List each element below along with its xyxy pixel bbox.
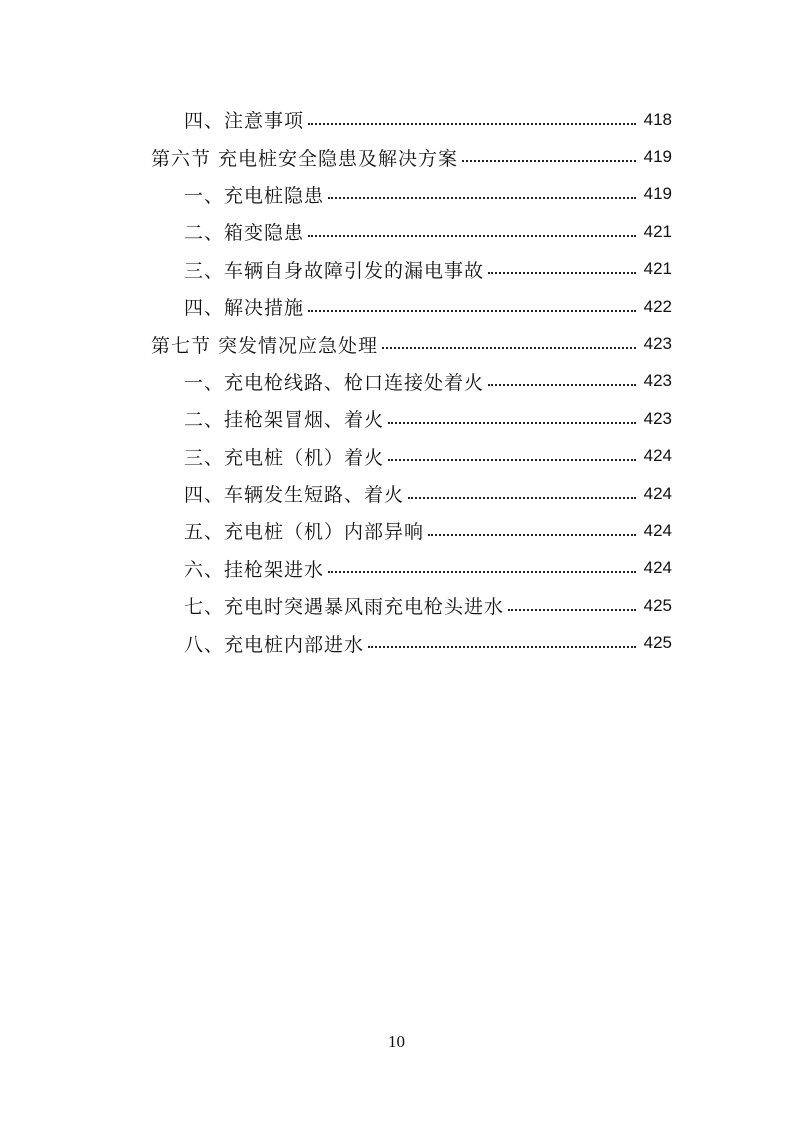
toc-entry[interactable] [0, 400, 793, 437]
dot-leader [488, 384, 636, 386]
toc-entry-title: 四、解决措施 [184, 297, 305, 320]
toc-entry-page: 419 [643, 147, 672, 167]
toc-entry[interactable] [0, 550, 793, 587]
toc-entry-title: 三、充电桩（机）着火 [184, 446, 385, 469]
table-of-contents [0, 101, 793, 662]
toc-entry[interactable] [0, 438, 793, 475]
toc-entry-page: 423 [643, 371, 672, 391]
toc-entry-title: 四、车辆发生短路、着火 [184, 484, 405, 507]
toc-entry-title: 第七节 突发情况应急处理 [151, 334, 379, 357]
dot-leader [382, 347, 636, 349]
toc-entry-title: 五、充电桩（机）内部异响 [184, 521, 425, 544]
toc-entry-title: 二、箱变隐患 [184, 222, 305, 245]
dot-leader [328, 197, 636, 199]
dot-leader [328, 571, 636, 573]
dot-leader [408, 497, 636, 499]
dot-leader [428, 534, 636, 536]
toc-entry[interactable] [0, 101, 793, 138]
toc-entry[interactable] [0, 587, 793, 624]
toc-entry-title: 四、注意事项 [184, 110, 305, 133]
dot-leader [462, 160, 636, 162]
toc-entry-title: 三、车辆自身故障引发的漏电事故 [184, 259, 485, 282]
toc-entry-page: 418 [643, 109, 672, 129]
dot-leader [488, 272, 636, 274]
toc-entry-title: 第六节 充电桩安全隐患及解决方案 [151, 147, 459, 170]
toc-entry-title: 八、充电桩内部进水 [184, 633, 365, 656]
toc-entry-title: 一、充电枪线路、枪口连接处着火 [184, 371, 485, 394]
toc-entry[interactable] [0, 475, 793, 512]
toc-entry-page: 425 [643, 595, 672, 615]
toc-entry-page: 423 [643, 334, 672, 354]
toc-entry-page: 419 [643, 184, 672, 204]
dot-leader [308, 310, 636, 312]
toc-entry[interactable] [0, 176, 793, 213]
dot-leader [308, 123, 636, 125]
toc-entry[interactable] [0, 213, 793, 250]
toc-entry[interactable] [0, 363, 793, 400]
toc-entry-page: 423 [643, 408, 672, 428]
toc-entry-page: 425 [643, 633, 672, 653]
toc-entry-page: 421 [643, 221, 672, 241]
toc-entry-title: 七、充电时突遇暴风雨充电枪头进水 [184, 596, 505, 619]
dot-leader [308, 235, 636, 237]
toc-entry[interactable] [0, 624, 793, 661]
toc-entry[interactable] [0, 251, 793, 288]
toc-entry[interactable] [0, 325, 793, 362]
toc-entry-title: 二、挂枪架冒烟、着火 [184, 409, 385, 432]
toc-entry-page: 424 [643, 483, 672, 503]
dot-leader [388, 459, 636, 461]
toc-entry[interactable] [0, 288, 793, 325]
toc-entry-page: 424 [643, 446, 672, 466]
toc-entry-title: 六、挂枪架进水 [184, 558, 325, 581]
page-number: 10 [388, 1032, 405, 1051]
dot-leader [368, 646, 636, 648]
toc-entry-page: 424 [643, 520, 672, 540]
toc-entry-page: 421 [643, 259, 672, 279]
dot-leader [388, 422, 636, 424]
toc-entry[interactable] [0, 512, 793, 549]
toc-entry-page: 424 [643, 558, 672, 578]
toc-entry[interactable] [0, 138, 793, 175]
toc-entry-title: 一、充电桩隐患 [184, 184, 325, 207]
toc-entry-page: 422 [643, 296, 672, 316]
dot-leader [508, 609, 636, 611]
